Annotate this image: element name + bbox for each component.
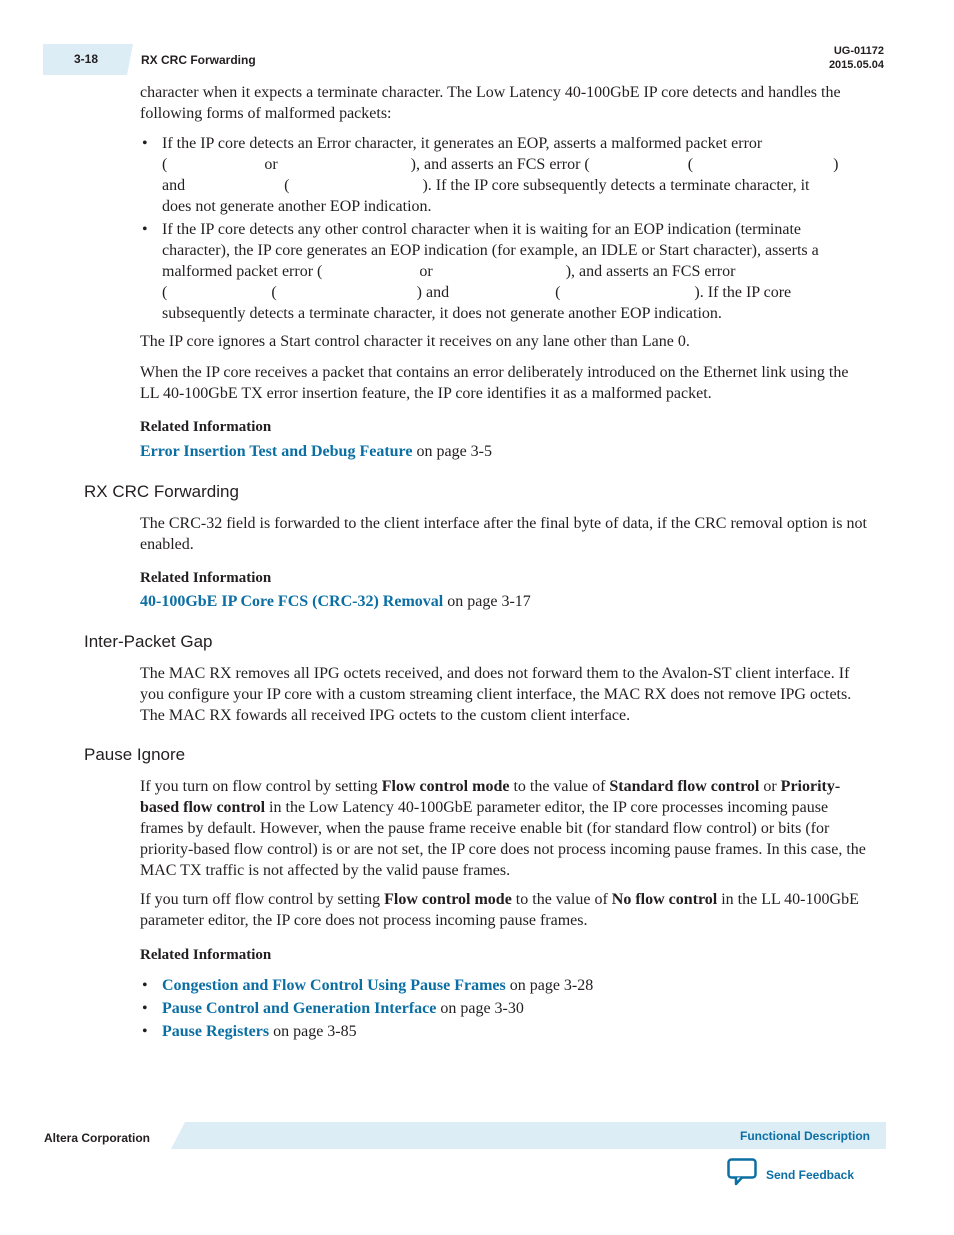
ui-term: No flow control <box>611 891 718 908</box>
document-number: UG-01172 <box>833 45 884 57</box>
intro-paragraph: character when it expects a terminate character. The Low Latency 40-100GbE IP core detects and handles the following forms of malformed packets: <box>140 84 841 122</box>
bullet-text: ). If the IP core <box>694 284 792 301</box>
related-link-line <box>140 591 531 612</box>
malformed-packet-list <box>140 133 870 324</box>
text-run: If you turn off flow control by setting <box>140 891 385 908</box>
rx-crc-heading: RX CRC Forwarding <box>84 482 239 501</box>
feedback-icon <box>727 1158 757 1191</box>
send-feedback-button[interactable] <box>727 1158 854 1191</box>
pause-registers-link[interactable]: Pause Registers <box>162 1023 270 1040</box>
bullet-text: ). If the IP core subsequently detects a terminate character, it <box>422 177 810 194</box>
rx-crc-paragraph: The CRC-32 field is forwarded to the client interface after the final byte of data, if the CRC removal option is not enabled. <box>140 515 867 553</box>
footer-section-link[interactable]: Functional Description <box>739 1129 870 1143</box>
link-page-ref: on page 3-85 <box>269 1023 357 1040</box>
running-header-title: RX CRC Forwarding <box>141 53 256 67</box>
bullet-text: ), and asserts an FCS error <box>565 263 736 280</box>
bullet-text: ( <box>555 284 561 301</box>
pause-related-links <box>140 974 593 1043</box>
inter-packet-gap-paragraph: The MAC RX removes all IPG octets received, and does not forward them to the Avalon-ST client interface. If you configure your IP core with a custom streaming client interface, the MAC RX does not remove IPG octets. The MAC RX fowards all received IPG octets to the custom client interface. <box>140 665 852 724</box>
send-feedback-label: Send Feedback <box>766 1167 855 1182</box>
list-item <box>140 997 593 1020</box>
bullet-text: ( <box>284 177 290 194</box>
document-id <box>829 44 884 72</box>
list-item <box>140 133 870 217</box>
footer-band-notch <box>171 1122 185 1149</box>
bullet-text: If the IP core detects any other control character when it is waiting for an EOP indication (terminate <box>162 221 802 238</box>
bullet-text: and <box>162 177 186 194</box>
bullet-text: subsequently detects a terminate character, it does not generate another EOP indication. <box>162 305 722 322</box>
text-run: to the value of <box>509 778 610 795</box>
text-run: or <box>759 778 781 795</box>
ui-term: Priority-based flow control <box>140 778 841 816</box>
link-page-ref: on page 3-17 <box>443 593 531 610</box>
pause-ignore-heading: Pause Ignore <box>84 745 186 764</box>
header-tab-notch <box>127 44 133 75</box>
text-run: in the LL 40-100GbE parameter editor, the IP core does not process incoming pause frames. <box>140 891 859 929</box>
ui-term: Standard flow control <box>609 778 760 795</box>
bullet-text: ) and <box>416 284 450 301</box>
related-link-line <box>140 441 492 462</box>
text-run: in the Low Latency 40-100GbE parameter editor, the IP core processes incoming pause frames by default. However, when the pause frame receive enable bit (for standard flow control) or bits (for priority-based flow control) is or are not set, the IP core does not process incoming pause frames. In this case, the MAC TX traffic is not affected by the valid pause frames. <box>140 799 866 879</box>
bullet-text: ( <box>687 156 694 173</box>
bullet-text: ( <box>271 284 277 301</box>
page-number: 3-18 <box>74 52 99 66</box>
bullet-text: malformed packet error ( <box>162 263 323 280</box>
bullet-text: ( <box>162 156 168 173</box>
bullet-text: or <box>264 156 278 173</box>
error-insertion-link[interactable]: Error Insertion Test and Debug Feature <box>140 443 413 460</box>
bullet-text: does not generate another EOP indication. <box>162 198 432 215</box>
pause-paragraph-2 <box>140 889 870 931</box>
list-item <box>140 219 870 324</box>
link-page-ref: on page 3-5 <box>412 443 492 460</box>
bullet-text: ), and asserts an FCS error ( <box>410 156 590 173</box>
related-information-label: Related Information <box>140 570 272 586</box>
ui-term: Flow control mode <box>381 778 510 795</box>
crc-removal-link[interactable]: 40-100GbE IP Core FCS (CRC-32) Removal <box>140 593 444 610</box>
bullet-text: ( <box>162 284 168 301</box>
pause-control-interface-link[interactable]: Pause Control and Generation Interface <box>162 1000 437 1017</box>
bullet-text: or <box>419 263 433 280</box>
error-insertion-paragraph: When the IP core receives a packet that contains an error deliberately introduced on the Ethernet link using the LL 40-100GbE TX error insertion feature, the IP core identifies it as a malformed packet. <box>140 364 849 402</box>
footer-company: Altera Corporation <box>44 1131 151 1145</box>
related-information-label: Related Information <box>140 947 272 963</box>
document-date: 2015.05.04 <box>828 59 884 71</box>
ui-term: Flow control mode <box>384 891 512 908</box>
inter-packet-gap-heading: Inter-Packet Gap <box>84 632 213 651</box>
text-run: If you turn on flow control by setting <box>140 778 382 795</box>
link-page-ref: on page 3-30 <box>436 1000 524 1017</box>
link-page-ref: on page 3-28 <box>505 977 594 994</box>
pause-paragraph-1 <box>140 776 870 881</box>
bullet-text: ) <box>833 156 839 173</box>
congestion-flow-control-link[interactable]: Congestion and Flow Control Using Pause Frames <box>162 977 506 994</box>
text-run: to the value of <box>511 891 612 908</box>
list-item <box>140 974 593 997</box>
list-item <box>140 1020 593 1043</box>
start-character-paragraph: The IP core ignores a Start control character it receives on any lane other than Lane 0. <box>140 333 690 350</box>
bullet-text: If the IP core detects an Error character, it generates an EOP, asserts a malformed packet error <box>162 135 763 152</box>
related-information-label: Related Information <box>140 419 272 435</box>
bullet-text: character), the IP core generates an EOP indication (for example, an IDLE or Start character), asserts a <box>162 242 819 259</box>
